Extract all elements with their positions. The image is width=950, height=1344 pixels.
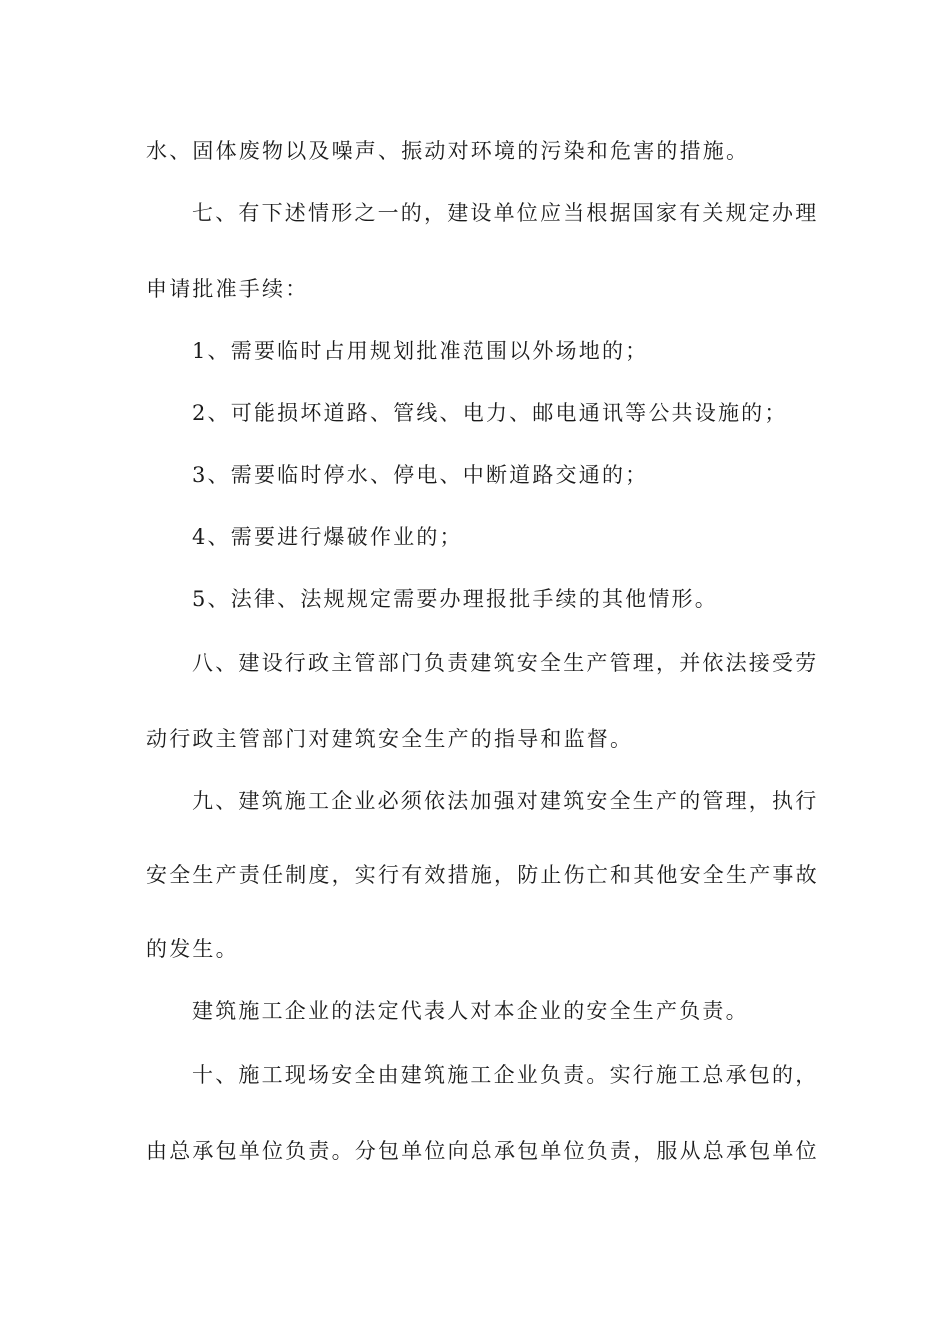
clause-nine-continuation-2: 的发生。 (146, 937, 239, 961)
clause-ten-continuation: 由总承包单位负责。分包单位向总承包单位负责，服从总承包单位 (146, 1139, 819, 1163)
clause-nine-continuation-1: 安全生产责任制度，实行有效措施，防止伤亡和其他安全生产事故 (146, 863, 819, 887)
clause-nine-heading: 九、建筑施工企业必须依法加强对建筑安全生产的管理，执行 (192, 789, 819, 813)
list-item-5: 5、法律、法规规定需要办理报批手续的其他情形。 (192, 587, 718, 611)
legal-representative-paragraph: 建筑施工企业的法定代表人对本企业的安全生产负责。 (192, 999, 749, 1023)
list-item-3: 3、需要临时停水、停电、中断道路交通的； (192, 463, 649, 487)
list-item-2: 2、可能损坏道路、管线、电力、邮电通讯等公共设施的； (192, 401, 788, 425)
text-line-water-waste: 水、固体废物以及噪声、振动对环境的污染和危害的措施。 (146, 139, 750, 163)
clause-seven-continuation: 申请批准手续： (146, 277, 309, 301)
clause-seven-heading: 七、有下述情形之一的，建设单位应当根据国家有关规定办理 (192, 201, 819, 225)
list-item-4: 4、需要进行爆破作业的； (192, 525, 463, 549)
clause-eight-heading: 八、建设行政主管部门负责建筑安全生产管理，并依法接受劳 (192, 651, 819, 675)
clause-eight-continuation: 动行政主管部门对建筑安全生产的指导和监督。 (146, 727, 634, 751)
list-item-1: 1、需要临时占用规划批准范围以外场地的； (192, 339, 649, 363)
clause-ten-heading: 十、施工现场安全由建筑施工企业负责。实行施工总承包的， (192, 1063, 819, 1087)
